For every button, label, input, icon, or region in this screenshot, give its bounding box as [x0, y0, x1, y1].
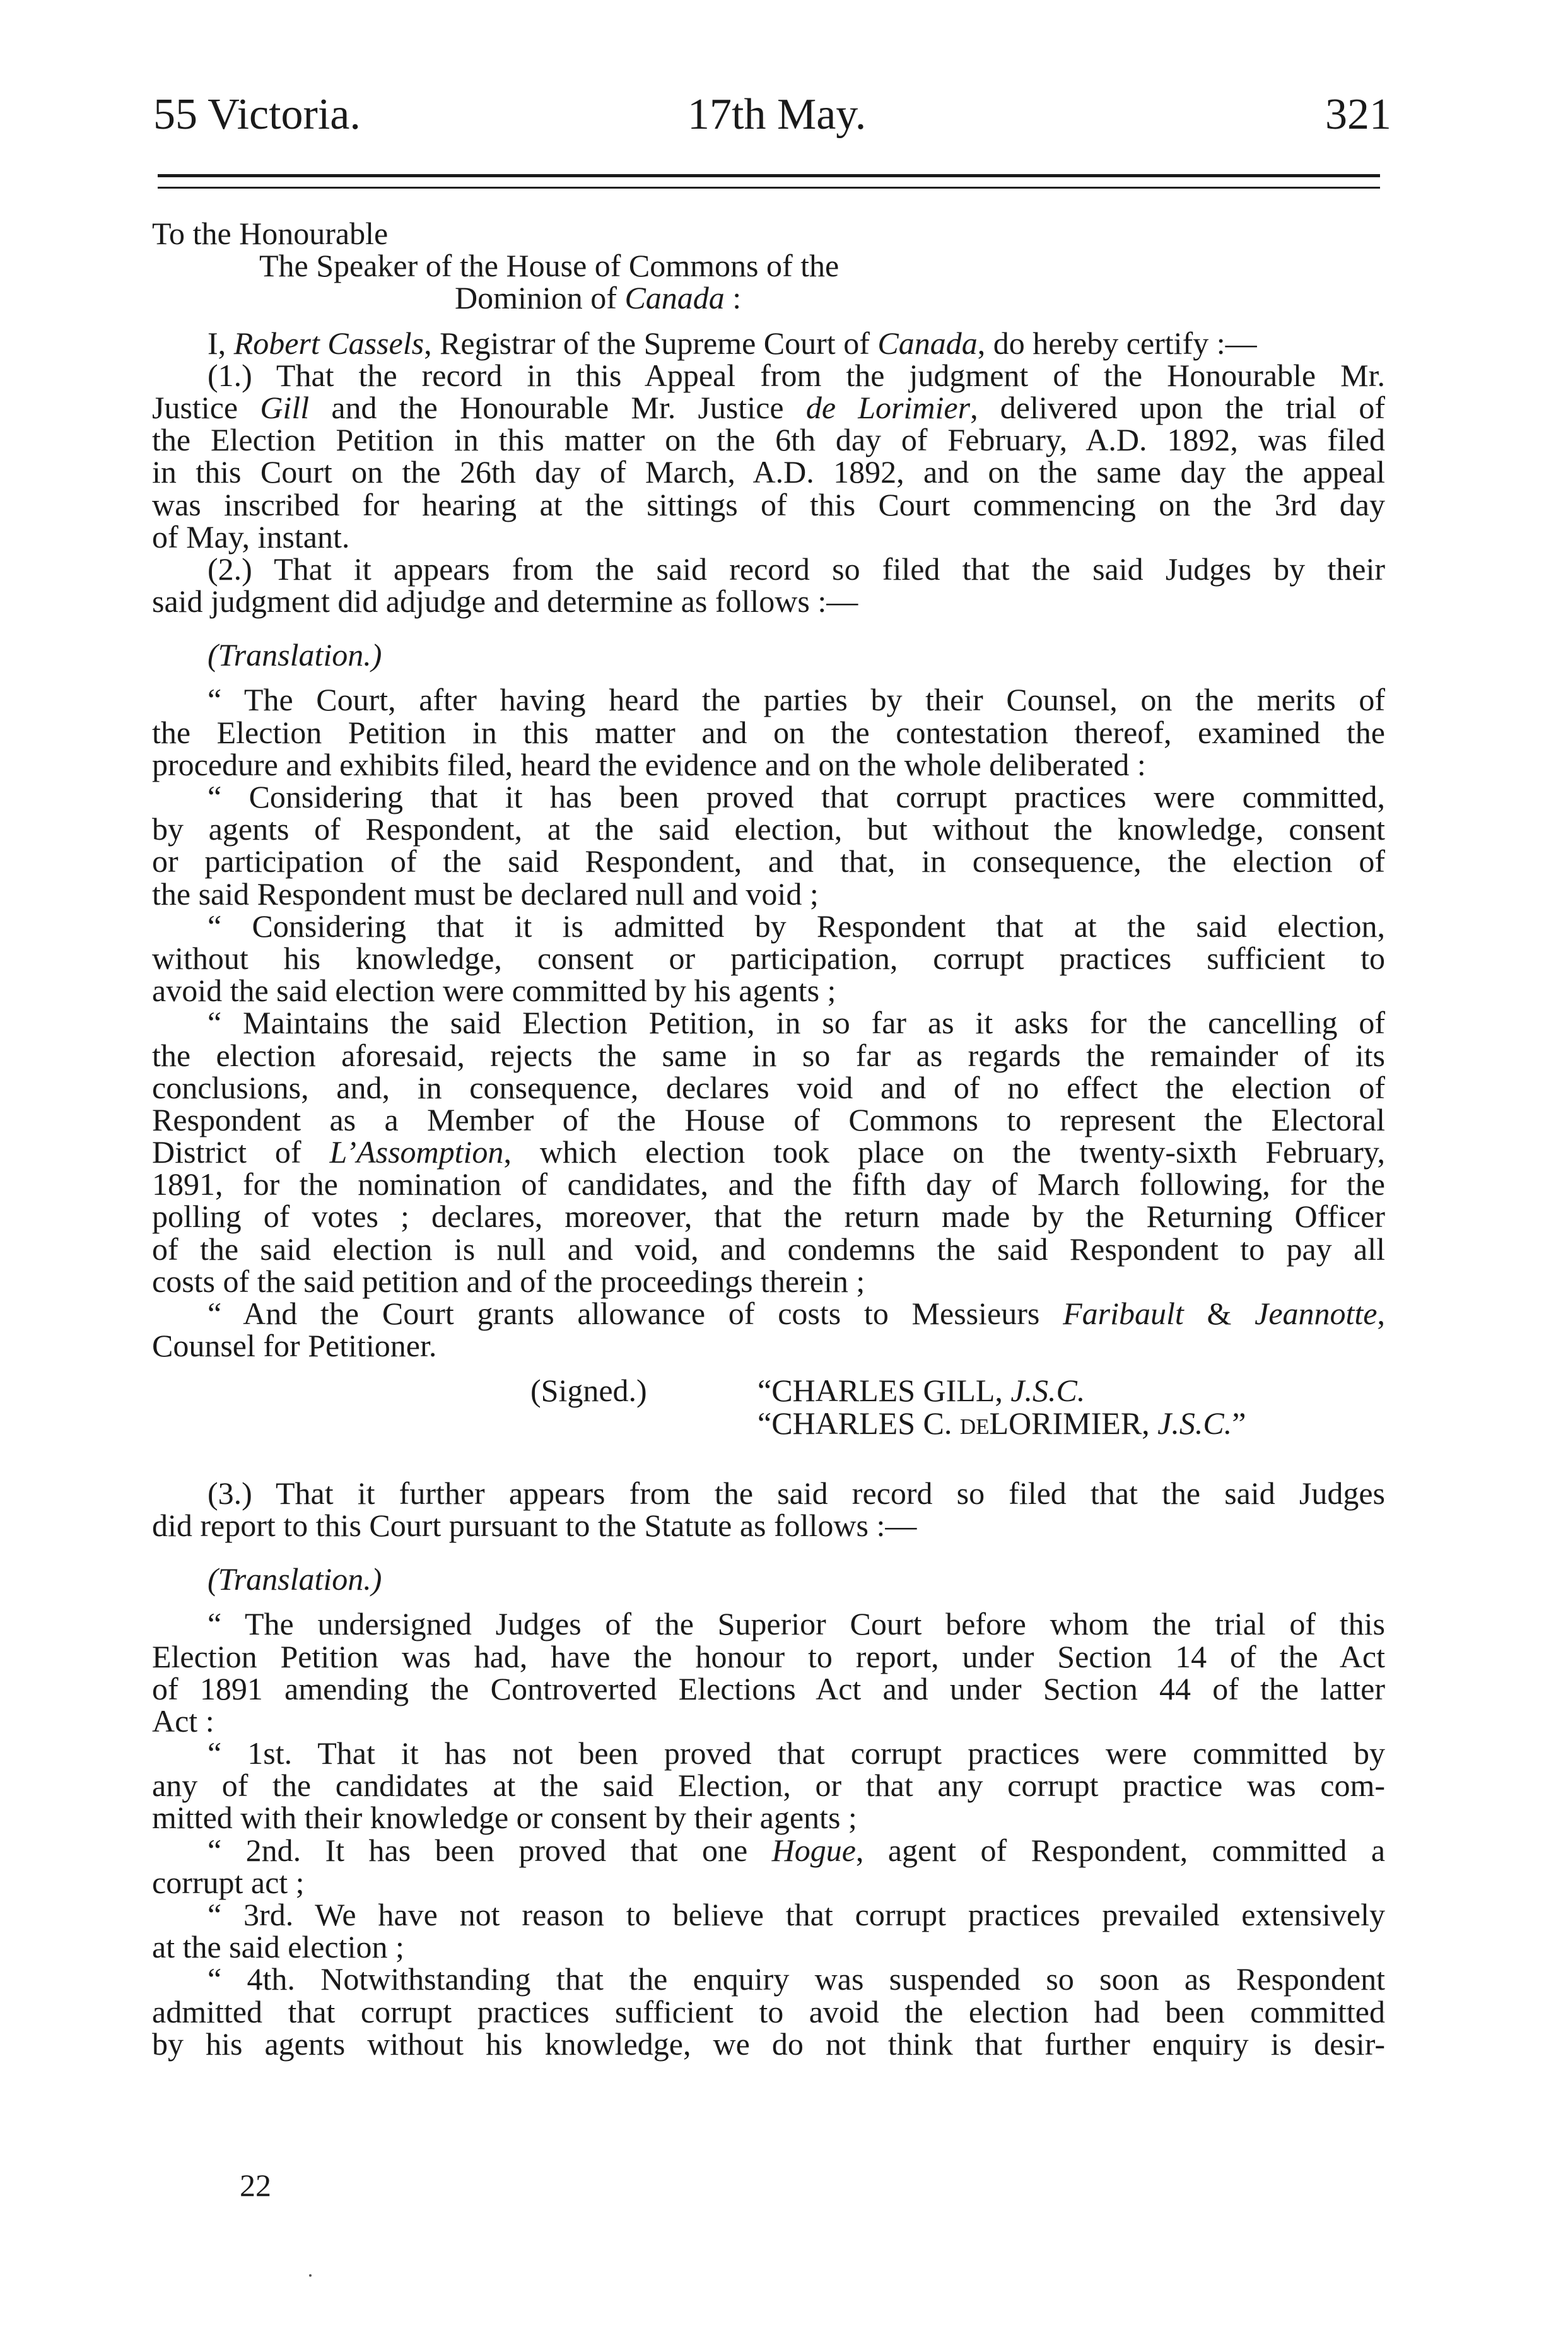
judgment-line: polling of votes ; declares, moreover, that the return made by the Returning Officer [152, 1199, 1385, 1235]
report-line: any of the candidates at the said Election, or that any corrupt practice was com- [152, 1768, 1385, 1804]
header-rule-thick [158, 174, 1380, 177]
paragraph-1-line: in this Court on the 26th day of March, A.D. 1892, and on the same day the appeal [152, 454, 1385, 490]
report-line: corrupt act ; [152, 1864, 305, 1900]
translation-heading: (Translation.) [208, 1561, 382, 1597]
signed-label: (Signed.) [530, 1373, 647, 1409]
judgment-line: “ Maintains the said Election Petition, in so far as it asks for the cancelling of [208, 1005, 1385, 1041]
running-header-session: 55 Victoria. [153, 90, 361, 139]
judgment-line: Respondent as a Member of the House of Commons to represent the Electoral [152, 1101, 1385, 1137]
judgment-line: the election aforesaid, rejects the same in so far as regards the remainder of its [152, 1037, 1385, 1073]
signature-line-1 [152, 1375, 1385, 1407]
report-line: “ 2nd. It has been proved that one Hogue, agent of Respondent, committed a [208, 1832, 1386, 1868]
report-line: Election Petition was had, have the honour to report, under Section 14 of the Act [152, 1638, 1385, 1674]
judgment-line: “ The Court, after having heard the parties by their Counsel, on the merits of [208, 682, 1385, 718]
report-line: at the said election ; [152, 1929, 404, 1965]
certification-line: I, Robert Cassels, Registrar of the Supreme Court of Canada, do hereby certify :— [208, 325, 1257, 361]
report-line: “ 1st. That it has not been proved that corrupt practices were committed by [208, 1735, 1385, 1771]
judge-name-delorimier: “CHARLES C. deLORIMIER, J.S.C.” [758, 1405, 1246, 1441]
judgment-line: “ Considering that it has been proved that corrupt practices were committed, [208, 779, 1385, 814]
paper-speck [309, 2274, 312, 2277]
judgment-line: 1891, for the nomination of candidates, and the fifth day of March following, for the [152, 1166, 1385, 1202]
report-line: mitted with their knowledge or consent by their agents ; [152, 1800, 857, 1836]
address-line-3: Dominion of Canada : [455, 280, 742, 316]
judgment-line: of the said election is null and void, and condemns the said Respondent to pay all [152, 1231, 1385, 1267]
report-line: admitted that corrupt practices sufficient to avoid the election had been committed [152, 1993, 1385, 2029]
judgment-line: conclusions, and, in consequence, declares void and of no effect the election of [152, 1069, 1385, 1105]
judgment-line: costs of the said petition and of the proceedings therein ; [152, 1263, 865, 1299]
paragraph-1-line: the Election Petition in this matter on the 6th day of February, A.D. 1892, was filed [152, 422, 1385, 458]
translation-heading: (Translation.) [208, 637, 382, 673]
judgment-line: “ Considering that it is admitted by Respondent that at the said election, [208, 908, 1385, 944]
report-line: Act : [152, 1703, 214, 1739]
paragraph-2-line: said judgment did adjudge and determine as follows :— [152, 584, 858, 619]
page-number: 321 [1325, 90, 1391, 139]
report-line: “ The undersigned Judges of the Superior Court before whom the trial of this [208, 1606, 1385, 1642]
judgment-line: by agents of Respondent, at the said election, but without the knowledge, consent [152, 811, 1385, 847]
address-line-2: The Speaker of the House of Commons of the [259, 248, 840, 284]
report-line: “ 3rd. We have not reason to believe that corrupt practices prevailed extensively [208, 1897, 1385, 1932]
judgment-line: or participation of the said Respondent, and that, in consequence, the election of [152, 843, 1385, 879]
document-body [152, 218, 1385, 2060]
judgment-line: Counsel for Petitioner. [152, 1328, 437, 1364]
signature-line-2 [152, 1407, 1385, 1440]
header-rule-thin [158, 187, 1380, 189]
judgment-line: avoid the said election were committed by his agents ; [152, 973, 836, 1009]
paragraph-2-line: (2.) That it appears from the said record so filed that the said Judges by their [208, 551, 1385, 587]
running-header-date: 17th May. [687, 90, 867, 139]
signature-mark: 22 [240, 2168, 271, 2203]
paragraph-1-line: of May, instant. [152, 519, 350, 555]
report-line: by his agents without his knowledge, we do not think that further enquiry is desir- [152, 2026, 1385, 2062]
judgment-line: District of L’Assomption, which election took place on the twenty-sixth February, [152, 1134, 1385, 1170]
report-line: “ 4th. Notwithstanding that the enquiry was suspended so soon as Respondent [208, 1961, 1385, 1997]
paragraph-1-line: (1.) That the record in this Appeal from the judgment of the Honourable Mr. [208, 357, 1385, 393]
judgment-line: procedure and exhibits filed, heard the evidence and on the whole deliberated : [152, 746, 1146, 782]
address-line-1: To the Honourable [152, 216, 389, 251]
judgment-line: the Election Petition in this matter and on the contestation thereof, examined the [152, 714, 1385, 750]
judgment-line: “ And the Court grants allowance of costs to Messieurs Faribault & Jeannotte, [208, 1296, 1385, 1331]
paragraph-1-line: Justice Gill and the Honourable Mr. Justice de Lorimier, delivered upon the trial of [152, 389, 1386, 425]
paragraph-1-line: was inscribed for hearing at the sittings of this Court commencing on the 3rd day [152, 486, 1385, 522]
paragraph-3-line: did report to this Court pursuant to the Statute as follows :— [152, 1507, 917, 1543]
paragraph-3-line: (3.) That it further appears from the said record so filed that the said Judges [208, 1475, 1385, 1511]
report-line: of 1891 amending the Controverted Elections Act and under Section 44 of the latter [152, 1670, 1385, 1706]
judgment-line: without his knowledge, consent or participation, corrupt practices sufficient to [152, 940, 1385, 976]
judgment-line: the said Respondent must be declared null and void ; [152, 876, 819, 912]
judge-name-gill: “CHARLES GILL, J.S.C. [758, 1373, 1085, 1409]
